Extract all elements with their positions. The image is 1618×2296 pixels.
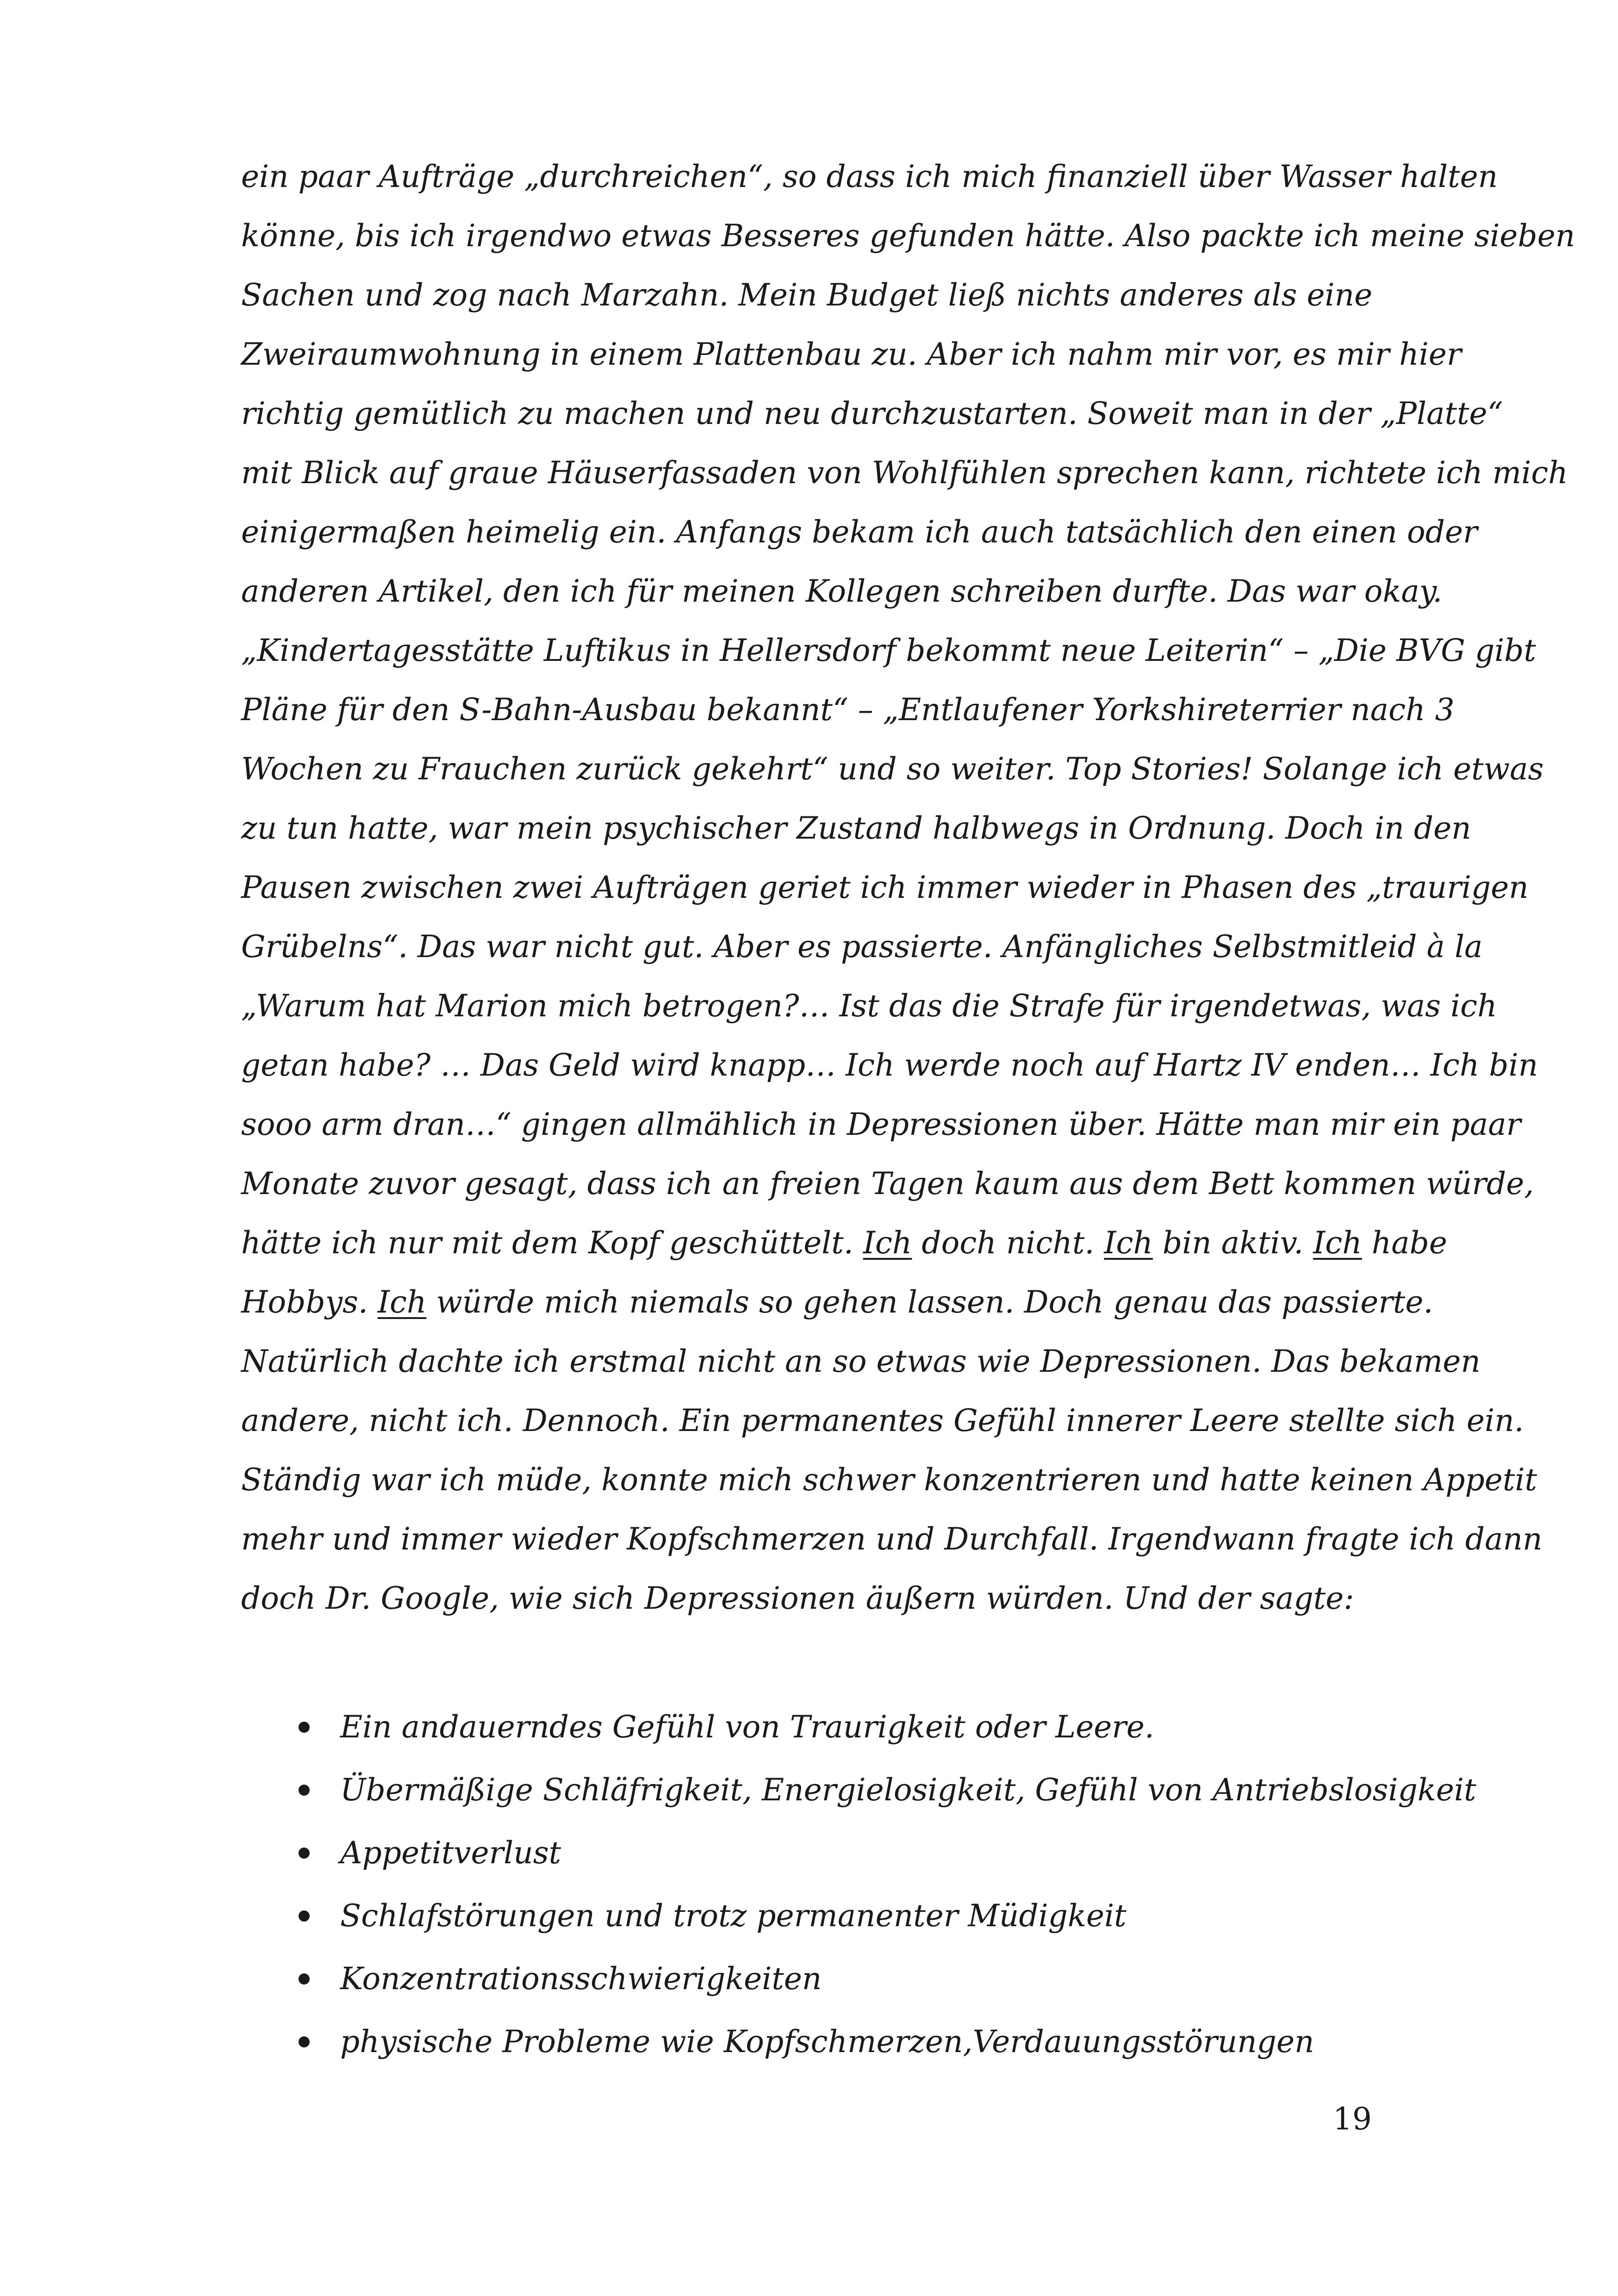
text-segment: Hobbys. (241, 1284, 378, 1320)
page-number: 19 (1333, 2101, 1372, 2137)
text-line: Pläne für den S-Bahn-Ausbau bekannt“ – „Entlaufener Yorkshireterrier nach 3 (241, 692, 1455, 728)
text-line: ein paar Aufträge „durchreichen“, so dass ich mich finanziell über Wasser halten (241, 159, 1498, 194)
text-line: einigermaßen heimelig ein. Anfangs bekam ich auch tatsächlich den einen oder (241, 514, 1478, 550)
body-text (241, 147, 1575, 1628)
text-line: Wochen zu Frauchen zurück gekehrt“ und so weiter. Top Stories! Solange ich etwas (241, 751, 1544, 787)
text-line: Grübelns“. Das war nicht gut. Aber es passierte. Anfängliches Selbstmitleid à la (241, 929, 1483, 964)
bullet-icon (299, 1785, 310, 1796)
text-line: andere, nicht ich. Dennoch. Ein permanentes Gefühl innerer Leere stellte sich ein. (241, 1403, 1524, 1438)
underlined-word: Ich (1313, 1225, 1362, 1261)
list-item (299, 1948, 1363, 2010)
text-line: Zweiraumwohnung in einem Plattenbau zu. Aber ich nahm mir vor, es mir hier (241, 336, 1462, 372)
text-line: Sachen und zog nach Marzahn. Mein Budget ließ nichts anderes als eine (241, 277, 1373, 313)
text-line: „Warum hat Marion mich betrogen?… Ist das die Strafe für irgendetwas, was ich (241, 988, 1497, 1024)
bullet-icon (299, 1910, 310, 1922)
bullet-icon (299, 2036, 310, 2047)
bullet-list (299, 1696, 1476, 2073)
underlined-word: Ich (377, 1284, 427, 1320)
text-line: mehr und immer wieder Kopfschmerzen und Durchfall. Irgendwann fragte ich dann (241, 1521, 1543, 1557)
underlined-word: Ich (1104, 1225, 1153, 1261)
bullet-icon (299, 1848, 310, 1859)
list-item (299, 1696, 1363, 1759)
text-line: mit Blick auf graue Häuserfassaden von Wohlfühlen sprechen kann, richtete ich mich (241, 455, 1568, 491)
text-segment: würde mich niemals so gehen lassen. Doch genau das passierte. (426, 1284, 1433, 1320)
text-segment: habe (1362, 1225, 1447, 1261)
text-segment: hätte ich nur mit dem Kopf geschüttelt. (241, 1225, 863, 1261)
list-item-text: physische Probleme wie Kopfschmerzen,Verdauungsstörungen (340, 2024, 1314, 2060)
text-line: „Kindertagesstätte Luftikus in Hellersdorf bekommt neue Leiterin“ – „Die BVG gibt (241, 633, 1536, 668)
list-item-text: Ein andauerndes Gefühl von Traurigkeit oder Leere. (340, 1709, 1154, 1745)
list-item-text: Schlafstörungen und trotz permanenter Müdigkeit (340, 1898, 1126, 1934)
list-item (299, 1759, 1476, 1822)
text-line: könne, bis ich irgendwo etwas Besseres gefunden hätte. Also packte ich meine sieben (241, 218, 1575, 254)
text-line: getan habe? … Das Geld wird knapp… Ich werde noch auf Hartz IV enden… Ich bin (241, 1047, 1538, 1083)
text-line: Natürlich dachte ich erstmal nicht an so etwas wie Depressionen. Das bekamen (241, 1344, 1481, 1379)
text-line: Pausen zwischen zwei Aufträgen geriet ich immer wieder in Phasen des „traurigen (241, 870, 1529, 905)
list-item-text: Konzentrationsschwierigkeiten (340, 1961, 822, 1997)
text-segment: doch nicht. (912, 1225, 1104, 1261)
text-line: Ständig war ich müde, konnte mich schwer konzentrieren und hatte keinen Appetit (241, 1462, 1537, 1498)
text-line: richtig gemütlich zu machen und neu durchzustarten. Soweit man in der „Platte“ (241, 396, 1503, 431)
list-item-text: Übermäßige Schläfrigkeit, Energielosigkeit, Gefühl von Antriebslosigkeit (340, 1772, 1476, 1808)
text-line: sooo arm dran…“ gingen allmählich in Depressionen über. Hätte man mir ein paar (241, 1107, 1521, 1142)
bullet-icon (299, 1973, 310, 1985)
text-line-emphasis (241, 1273, 1433, 1332)
list-item (299, 2010, 1363, 2073)
text-line: zu tun hatte, war mein psychischer Zustand halbwegs in Ordnung. Doch in den (241, 810, 1471, 846)
text-line: doch Dr. Google, wie sich Depressionen äußern würden. Und der sagte: (241, 1580, 1354, 1616)
text-line: Monate zuvor gesagt, dass ich an freien Tagen kaum aus dem Bett kommen würde, (241, 1166, 1534, 1201)
underlined-word: Ich (863, 1225, 912, 1261)
list-item (299, 1822, 1363, 1885)
text-segment: bin aktiv. (1152, 1225, 1313, 1261)
list-item (299, 1885, 1363, 1948)
text-line-emphasis (241, 1213, 1447, 1273)
list-item-text: Appetitverlust (340, 1835, 561, 1871)
text-line: anderen Artikel, den ich für meinen Kollegen schreiben durfte. Das war okay. (241, 573, 1443, 609)
bullet-icon (299, 1722, 310, 1733)
